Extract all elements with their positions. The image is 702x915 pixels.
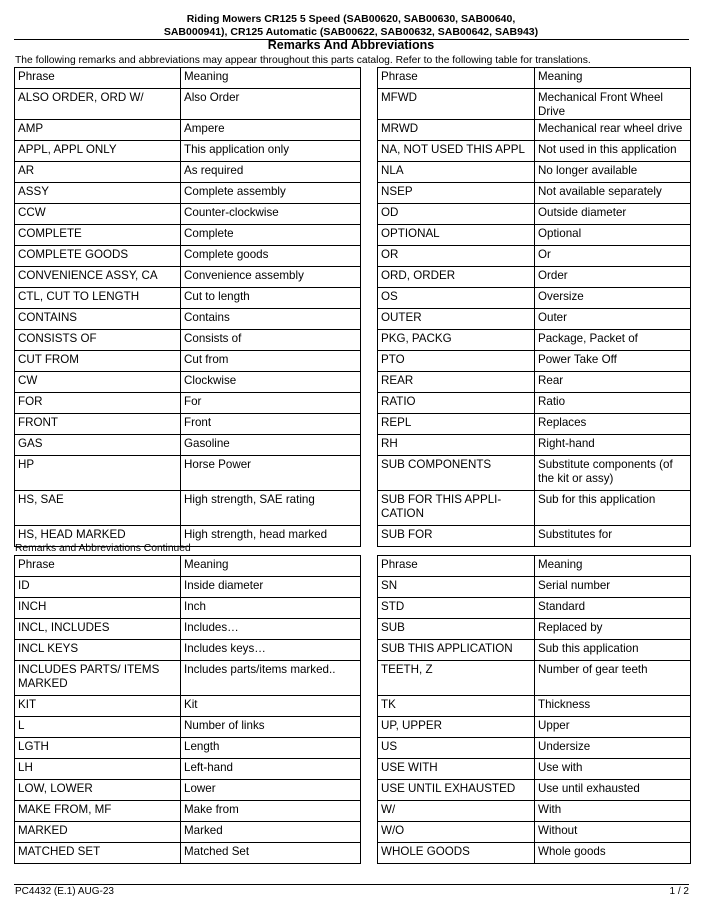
meaning-cell: Use with — [535, 759, 691, 780]
phrase-cell: MRWD — [378, 120, 535, 141]
column-gap — [361, 526, 378, 547]
table-row — [15, 640, 691, 661]
column-gap — [361, 267, 378, 288]
phrase-cell: FOR — [15, 393, 181, 414]
table-header-row — [15, 68, 691, 89]
phrase-cell: NLA — [378, 162, 535, 183]
phrase-cell: HS, SAE — [15, 491, 181, 526]
phrase-cell: MAKE FROM, MF — [15, 801, 181, 822]
table-header-row — [15, 556, 691, 577]
column-gap — [361, 435, 378, 456]
phrase-cell: CUT FROM — [15, 351, 181, 372]
phrase-cell: HS, HEAD MARKED — [15, 526, 181, 547]
meaning-cell: Replaced by — [535, 619, 691, 640]
column-gap — [361, 183, 378, 204]
phrase-cell: PTO — [378, 351, 535, 372]
meaning-cell: Includes… — [181, 619, 361, 640]
phrase-cell: AR — [15, 162, 181, 183]
page-number: 1 / 2 — [669, 886, 689, 897]
document-code: PC4432 (E.1) AUG-23 — [15, 886, 114, 897]
column-gap — [361, 414, 378, 435]
phrase-cell: USE UNTIL EXHAUSTED — [378, 780, 535, 801]
phrase-cell: GAS — [15, 435, 181, 456]
meaning-cell: Upper — [535, 717, 691, 738]
meaning-cell: Complete assembly — [181, 183, 361, 204]
table-row — [15, 330, 691, 351]
meaning-cell: Whole goods — [535, 843, 691, 864]
table-row — [15, 162, 691, 183]
phrase-cell: KIT — [15, 696, 181, 717]
column-gap — [361, 661, 378, 696]
meaning-cell: Length — [181, 738, 361, 759]
meaning-cell: Make from — [181, 801, 361, 822]
phrase-cell: SUB FOR — [378, 526, 535, 547]
page-title: Remarks And Abbreviations — [267, 38, 435, 52]
meaning-cell: Cut to length — [181, 288, 361, 309]
meaning-cell: Power Take Off — [535, 351, 691, 372]
table-row — [15, 577, 691, 598]
table-row — [15, 843, 691, 864]
column-gap — [361, 738, 378, 759]
meaning-cell: Ratio — [535, 393, 691, 414]
meaning-cell: Clockwise — [181, 372, 361, 393]
meaning-cell: Includes keys… — [181, 640, 361, 661]
phrase-cell: CTL, CUT TO LENGTH — [15, 288, 181, 309]
table-row — [15, 619, 691, 640]
column-gap — [361, 141, 378, 162]
phrase-cell: W/O — [378, 822, 535, 843]
table-row — [15, 351, 691, 372]
phrase-cell: LGTH — [15, 738, 181, 759]
phrase-cell: NA, NOT USED THIS APPL — [378, 141, 535, 162]
phrase-cell: RH — [378, 435, 535, 456]
column-gap — [361, 801, 378, 822]
meaning-cell: Consists of — [181, 330, 361, 351]
phrase-cell: USE WITH — [378, 759, 535, 780]
phrase-cell: STD — [378, 598, 535, 619]
phrase-cell: L — [15, 717, 181, 738]
meaning-cell: Right-hand — [535, 435, 691, 456]
phrase-cell: CW — [15, 372, 181, 393]
column-header: Meaning — [181, 68, 361, 89]
table-row — [15, 225, 691, 246]
meaning-cell: Or — [535, 246, 691, 267]
table-row — [15, 780, 691, 801]
phrase-cell: MFWD — [378, 89, 535, 120]
phrase-cell: ID — [15, 577, 181, 598]
column-header: Phrase — [378, 68, 535, 89]
meaning-cell: Undersize — [535, 738, 691, 759]
column-gap — [361, 843, 378, 864]
column-gap — [361, 246, 378, 267]
column-gap — [361, 556, 378, 577]
column-gap — [361, 491, 378, 526]
meaning-cell: Without — [535, 822, 691, 843]
phrase-cell: SUB FOR THIS APPLI-CATION — [378, 491, 535, 526]
table-row — [15, 801, 691, 822]
phrase-cell: LOW, LOWER — [15, 780, 181, 801]
phrase-cell: ASSY — [15, 183, 181, 204]
column-gap — [361, 204, 378, 225]
phrase-cell: COMPLETE — [15, 225, 181, 246]
table-row — [15, 491, 691, 526]
meaning-cell: High strength, head marked — [181, 526, 361, 547]
meaning-cell: Complete — [181, 225, 361, 246]
meaning-cell: Inside diameter — [181, 577, 361, 598]
meaning-cell: Mechanical rear wheel drive — [535, 120, 691, 141]
phrase-cell: FRONT — [15, 414, 181, 435]
phrase-cell: TK — [378, 696, 535, 717]
abbreviations-table — [14, 67, 691, 547]
table-row — [15, 204, 691, 225]
column-gap — [361, 759, 378, 780]
table-row — [15, 372, 691, 393]
meaning-cell: Lower — [181, 780, 361, 801]
table-row — [15, 246, 691, 267]
meaning-cell: Gasoline — [181, 435, 361, 456]
meaning-cell: Order — [535, 267, 691, 288]
meaning-cell: Cut from — [181, 351, 361, 372]
phrase-cell: OS — [378, 288, 535, 309]
phrase-cell: SUB THIS APPLICATION — [378, 640, 535, 661]
meaning-cell: Substitutes for — [535, 526, 691, 547]
phrase-cell: OUTER — [378, 309, 535, 330]
column-gap — [361, 68, 378, 89]
table-row — [15, 759, 691, 780]
phrase-cell: W/ — [378, 801, 535, 822]
phrase-cell: MATCHED SET — [15, 843, 181, 864]
meaning-cell: Inch — [181, 598, 361, 619]
table-row — [15, 717, 691, 738]
column-gap — [361, 120, 378, 141]
meaning-cell: Standard — [535, 598, 691, 619]
table-row — [15, 120, 691, 141]
column-gap — [361, 696, 378, 717]
column-gap — [361, 640, 378, 661]
meaning-cell: Substitute components (of the kit or assy) — [535, 456, 691, 491]
phrase-cell: AMP — [15, 120, 181, 141]
table-row — [15, 288, 691, 309]
phrase-cell: SN — [378, 577, 535, 598]
meaning-cell: Not used in this application — [535, 141, 691, 162]
column-gap — [361, 619, 378, 640]
meaning-cell: For — [181, 393, 361, 414]
table-row — [15, 696, 691, 717]
meaning-cell: Outer — [535, 309, 691, 330]
column-header: Phrase — [15, 556, 181, 577]
table-row — [15, 414, 691, 435]
table-row — [15, 435, 691, 456]
table-row — [15, 598, 691, 619]
phrase-cell: US — [378, 738, 535, 759]
meaning-cell: Convenience assembly — [181, 267, 361, 288]
column-gap — [361, 330, 378, 351]
phrase-cell: INCL, INCLUDES — [15, 619, 181, 640]
column-gap — [361, 456, 378, 491]
column-gap — [361, 780, 378, 801]
document-title-line-2: SAB000941), CR125 Automatic (SAB00622, SAB00632, SAB00642, SAB943) — [163, 26, 539, 38]
phrase-cell: INCL KEYS — [15, 640, 181, 661]
meaning-cell: Number of gear teeth — [535, 661, 691, 696]
intro-text: The following remarks and abbreviations may appear throughout this parts catalog. Refer to the following table for translations. — [15, 55, 591, 66]
meaning-cell: Number of links — [181, 717, 361, 738]
phrase-cell: SUB — [378, 619, 535, 640]
column-header: Phrase — [378, 556, 535, 577]
meaning-cell: Package, Packet of — [535, 330, 691, 351]
phrase-cell: APPL, APPL ONLY — [15, 141, 181, 162]
meaning-cell: Serial number — [535, 577, 691, 598]
phrase-cell: NSEP — [378, 183, 535, 204]
column-gap — [361, 89, 378, 120]
meaning-cell: Optional — [535, 225, 691, 246]
meaning-cell: Matched Set — [181, 843, 361, 864]
table-row — [15, 141, 691, 162]
phrase-cell: INCH — [15, 598, 181, 619]
meaning-cell: Use until exhausted — [535, 780, 691, 801]
continued-caption: Remarks and Abbreviations Continued — [15, 543, 191, 554]
column-gap — [361, 822, 378, 843]
meaning-cell: Also Order — [181, 89, 361, 120]
column-gap — [361, 225, 378, 246]
phrase-cell: COMPLETE GOODS — [15, 246, 181, 267]
table-row — [15, 738, 691, 759]
table-row — [15, 267, 691, 288]
meaning-cell: With — [535, 801, 691, 822]
abbreviations-continued-table — [14, 555, 691, 864]
footer-divider — [14, 884, 689, 885]
phrase-cell: SUB COMPONENTS — [378, 456, 535, 491]
meaning-cell: This application only — [181, 141, 361, 162]
meaning-cell: Includes parts/items marked.. — [181, 661, 361, 696]
phrase-cell: TEETH, Z — [378, 661, 535, 696]
meaning-cell: Sub for this application — [535, 491, 691, 526]
phrase-cell: CONSISTS OF — [15, 330, 181, 351]
phrase-cell: CONVENIENCE ASSY, CA — [15, 267, 181, 288]
table-row — [15, 89, 691, 120]
phrase-cell: CONTAINS — [15, 309, 181, 330]
meaning-cell: Complete goods — [181, 246, 361, 267]
table-row — [15, 393, 691, 414]
document-title-line-1: Riding Mowers CR125 5 Speed (SAB00620, SAB00630, SAB00640, — [186, 13, 516, 25]
meaning-cell: Replaces — [535, 414, 691, 435]
table-row — [15, 309, 691, 330]
phrase-cell: PKG, PACKG — [378, 330, 535, 351]
phrase-cell: ORD, ORDER — [378, 267, 535, 288]
phrase-cell: HP — [15, 456, 181, 491]
meaning-cell: Mechanical Front Wheel Drive — [535, 89, 691, 120]
phrase-cell: INCLUDES PARTS/ ITEMS MARKED — [15, 661, 181, 696]
phrase-cell: OR — [378, 246, 535, 267]
phrase-cell: REPL — [378, 414, 535, 435]
meaning-cell: Kit — [181, 696, 361, 717]
table-row — [15, 661, 691, 696]
meaning-cell: No longer available — [535, 162, 691, 183]
column-header: Meaning — [535, 68, 691, 89]
meaning-cell: As required — [181, 162, 361, 183]
column-gap — [361, 162, 378, 183]
meaning-cell: Contains — [181, 309, 361, 330]
column-header: Phrase — [15, 68, 181, 89]
column-gap — [361, 351, 378, 372]
meaning-cell: Sub this application — [535, 640, 691, 661]
column-gap — [361, 717, 378, 738]
phrase-cell: UP, UPPER — [378, 717, 535, 738]
table-row — [15, 183, 691, 204]
column-header: Meaning — [535, 556, 691, 577]
meaning-cell: Rear — [535, 372, 691, 393]
column-gap — [361, 393, 378, 414]
column-header: Meaning — [181, 556, 361, 577]
phrase-cell: REAR — [378, 372, 535, 393]
meaning-cell: Ampere — [181, 120, 361, 141]
meaning-cell: Horse Power — [181, 456, 361, 491]
meaning-cell: Marked — [181, 822, 361, 843]
phrase-cell: ALSO ORDER, ORD W/ — [15, 89, 181, 120]
column-gap — [361, 309, 378, 330]
phrase-cell: OPTIONAL — [378, 225, 535, 246]
table-row — [15, 456, 691, 491]
phrase-cell: OD — [378, 204, 535, 225]
column-gap — [361, 577, 378, 598]
column-gap — [361, 598, 378, 619]
column-gap — [361, 288, 378, 309]
meaning-cell: Left-hand — [181, 759, 361, 780]
phrase-cell: RATIO — [378, 393, 535, 414]
phrase-cell: LH — [15, 759, 181, 780]
phrase-cell: CCW — [15, 204, 181, 225]
meaning-cell: Oversize — [535, 288, 691, 309]
meaning-cell: Thickness — [535, 696, 691, 717]
table-row — [15, 822, 691, 843]
phrase-cell: MARKED — [15, 822, 181, 843]
phrase-cell: WHOLE GOODS — [378, 843, 535, 864]
meaning-cell: Not available separately — [535, 183, 691, 204]
meaning-cell: High strength, SAE rating — [181, 491, 361, 526]
meaning-cell: Outside diameter — [535, 204, 691, 225]
column-gap — [361, 372, 378, 393]
meaning-cell: Front — [181, 414, 361, 435]
meaning-cell: Counter-clockwise — [181, 204, 361, 225]
